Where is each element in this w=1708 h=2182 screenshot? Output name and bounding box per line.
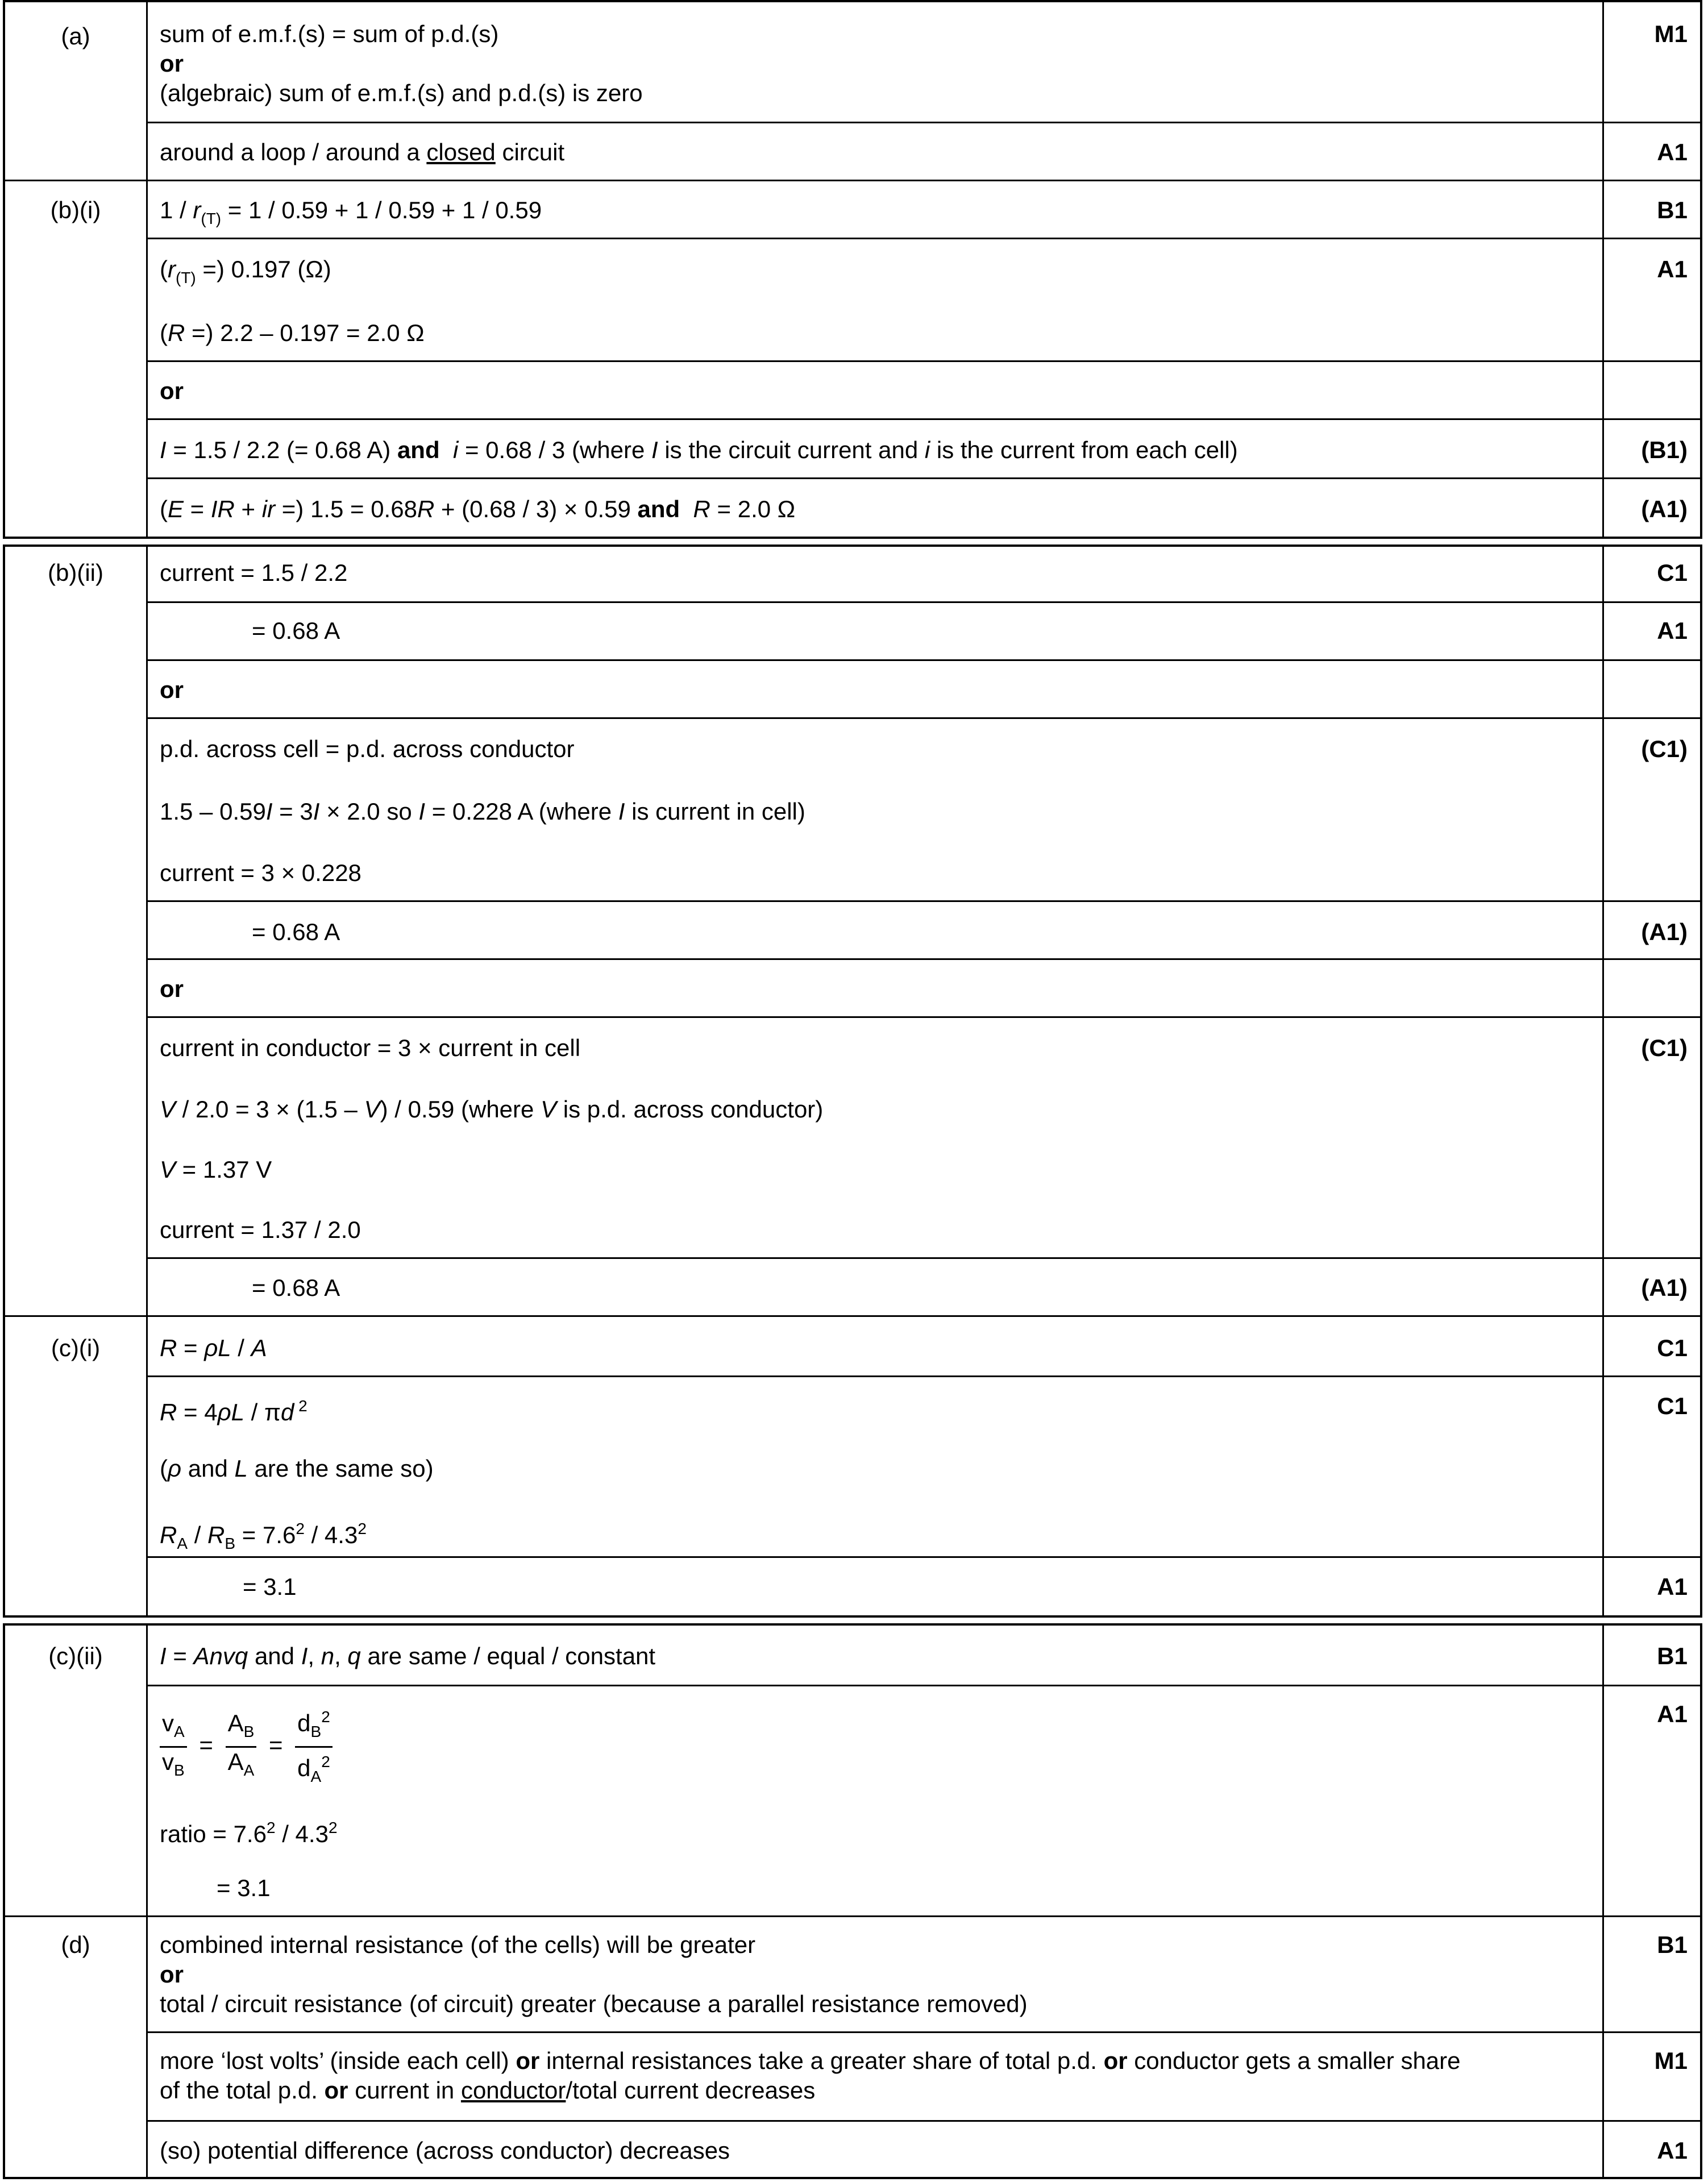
question-label: (c)(ii) <box>48 1643 103 1669</box>
column-divider <box>146 2 148 537</box>
row-divider <box>146 1685 1700 1686</box>
mark-code: (A1) <box>1641 918 1688 945</box>
answer-line: around a loop / around a closed circuit <box>160 139 565 165</box>
fraction-diameter: $\frac{d_B^2}{d_A^2}$ <box>295 1703 333 1791</box>
column-divider <box>146 547 148 1615</box>
mark-code: C1 <box>1657 559 1688 586</box>
answer-line: V / 2.0 = 3 × (1.5 – V) / 0.59 (where V is p.d. across conductor) <box>160 1096 824 1123</box>
row-divider <box>146 360 1700 362</box>
answer-line: more ‘lost volts’ (inside each cell) or internal resistances take a greater share of total p.d. or conductor gets a smaller share <box>160 2047 1461 2074</box>
answer-line: current in conductor = 3 × current in cell <box>160 1034 581 1061</box>
mark-code: A1 <box>1657 1573 1688 1600</box>
mark-code: (C1) <box>1641 1034 1688 1061</box>
answer-line: ($r_{(T)}$ =) 0.197 (Ω) <box>160 256 331 286</box>
answer-line: of the total p.d. or current in conductor/total current decreases <box>160 2077 816 2104</box>
answer-line: I = 1.5 / 2.2 (= 0.68 A) and i = 0.68 / 3 (where I is the circuit current and i is the current from each cell) <box>160 437 1238 463</box>
mark-code: M1 <box>1654 20 1688 47</box>
mark-code: (A1) <box>1641 496 1688 522</box>
answer-line: (ρ and L are the same so) <box>160 1455 434 1482</box>
mark-code: A1 <box>1657 139 1688 165</box>
row-divider <box>146 601 1700 603</box>
answer-line: (so) potential difference (across conductor) decreases <box>160 2137 730 2164</box>
mark-code: (C1) <box>1641 735 1688 762</box>
column-divider <box>1602 547 1604 1615</box>
answer-line: 1.5 – 0.59I = 3I × 2.0 so I = 0.228 A (where I is current in cell) <box>160 798 805 825</box>
row-divider <box>146 2031 1700 2033</box>
answer-line: p.d. across cell = p.d. across conductor <box>160 735 575 762</box>
column-divider <box>1602 1626 1604 2177</box>
answer-line: $1 / r_{(T)} = 1 / 0.59 + 1 / 0.59 + 1 / 0.59$ <box>160 197 542 227</box>
column-divider <box>146 1626 148 2177</box>
answer-line: = 3.1 <box>217 1875 271 1901</box>
question-divider <box>5 1315 1700 1317</box>
answer-or: or <box>160 1961 184 1988</box>
mark-code: B1 <box>1657 1643 1688 1669</box>
answer-or: or <box>160 377 184 404</box>
answer-line: R = ρL / A <box>160 1335 267 1361</box>
row-divider <box>146 1556 1700 1558</box>
row-divider <box>146 1257 1700 1259</box>
row-divider <box>146 958 1700 960</box>
answer-or: or <box>160 975 184 1002</box>
mark-code: A1 <box>1657 617 1688 644</box>
question-label: (b)(i) <box>50 197 101 223</box>
answer-line: current = 1.5 / 2.2 <box>160 559 348 586</box>
mark-code: A1 <box>1657 256 1688 282</box>
mark-code: (B1) <box>1641 437 1688 463</box>
row-divider <box>146 900 1700 902</box>
question-divider <box>5 180 1700 181</box>
row-divider <box>146 2120 1700 2122</box>
answer-line: (algebraic) sum of e.m.f.(s) and p.d.(s) is zero <box>160 80 643 106</box>
mark-code: (A1) <box>1641 1274 1688 1301</box>
answer-line: = 0.68 A <box>252 1274 340 1301</box>
answer-or: or <box>160 50 184 77</box>
row-divider <box>146 418 1700 420</box>
answer-line: ratio = $7.6^2 / 4.3^2$ <box>160 1819 338 1847</box>
answer-line: V = 1.37 V <box>160 1156 272 1183</box>
row-divider <box>146 238 1700 239</box>
mark-code: A1 <box>1657 1701 1688 1727</box>
answer-line: = 0.68 A <box>252 617 340 644</box>
answer-line: = 0.68 A <box>252 918 340 945</box>
fraction-area: $\frac{A_B}{A_A}$ <box>226 1709 257 1785</box>
ratio-equation: $\frac{v_A}{v_B}$ = $\frac{A_B}{A_A}$ = $\frac{d_B^2}{d_A^2}$ <box>160 1703 338 1791</box>
row-divider <box>146 717 1700 719</box>
row-divider <box>146 1016 1700 1018</box>
row-divider <box>146 477 1700 479</box>
answer-or: or <box>160 676 184 703</box>
answer-line: total / circuit resistance (of circuit) greater (because a parallel resistance removed) <box>160 1990 1028 2017</box>
answer-line: R = 4ρL / πd $^2$ <box>160 1397 307 1425</box>
question-label: (d) <box>61 1931 90 1958</box>
question-label: (b)(ii) <box>48 559 103 586</box>
mark-scheme-table-section-1 <box>3 0 1702 539</box>
fraction-velocity: $\frac{v_A}{v_B}$ <box>160 1709 187 1785</box>
answer-line: current = 3 × 0.228 <box>160 859 361 886</box>
answer-line: combined internal resistance (of the cells) will be greater <box>160 1931 756 1958</box>
row-divider <box>146 122 1700 123</box>
answer-line: current = 1.37 / 2.0 <box>160 1216 361 1243</box>
question-label: (c)(i) <box>51 1335 101 1361</box>
mark-code: C1 <box>1657 1393 1688 1419</box>
question-label: (a) <box>61 23 90 49</box>
answer-line: (R =) 2.2 – 0.197 = 2.0 Ω <box>160 319 425 346</box>
mark-code: A1 <box>1657 2137 1688 2164</box>
row-divider <box>146 659 1700 661</box>
answer-line: = 3.1 <box>243 1573 297 1600</box>
mark-code: B1 <box>1657 1931 1688 1958</box>
question-divider <box>5 1915 1700 1917</box>
mark-code: M1 <box>1654 2047 1688 2074</box>
mark-code: C1 <box>1657 1335 1688 1361</box>
column-divider <box>1602 2 1604 537</box>
row-divider <box>146 1375 1700 1377</box>
answer-line: sum of e.m.f.(s) = sum of p.d.(s) <box>160 20 499 47</box>
answer-line: $R_A / R_B = 7.6^2 / 4.3^2$ <box>160 1520 367 1552</box>
mark-scheme-table-section-2 <box>3 545 1702 1618</box>
answer-line: (E = IR + ir =) 1.5 = 0.68R + (0.68 / 3) × 0.59 and R = 2.0 Ω <box>160 496 796 522</box>
mark-scheme-table-section-3 <box>3 1623 1702 2179</box>
mark-code: B1 <box>1657 197 1688 223</box>
answer-line: I = Anvq and I, n, q are same / equal / constant <box>160 1643 656 1669</box>
